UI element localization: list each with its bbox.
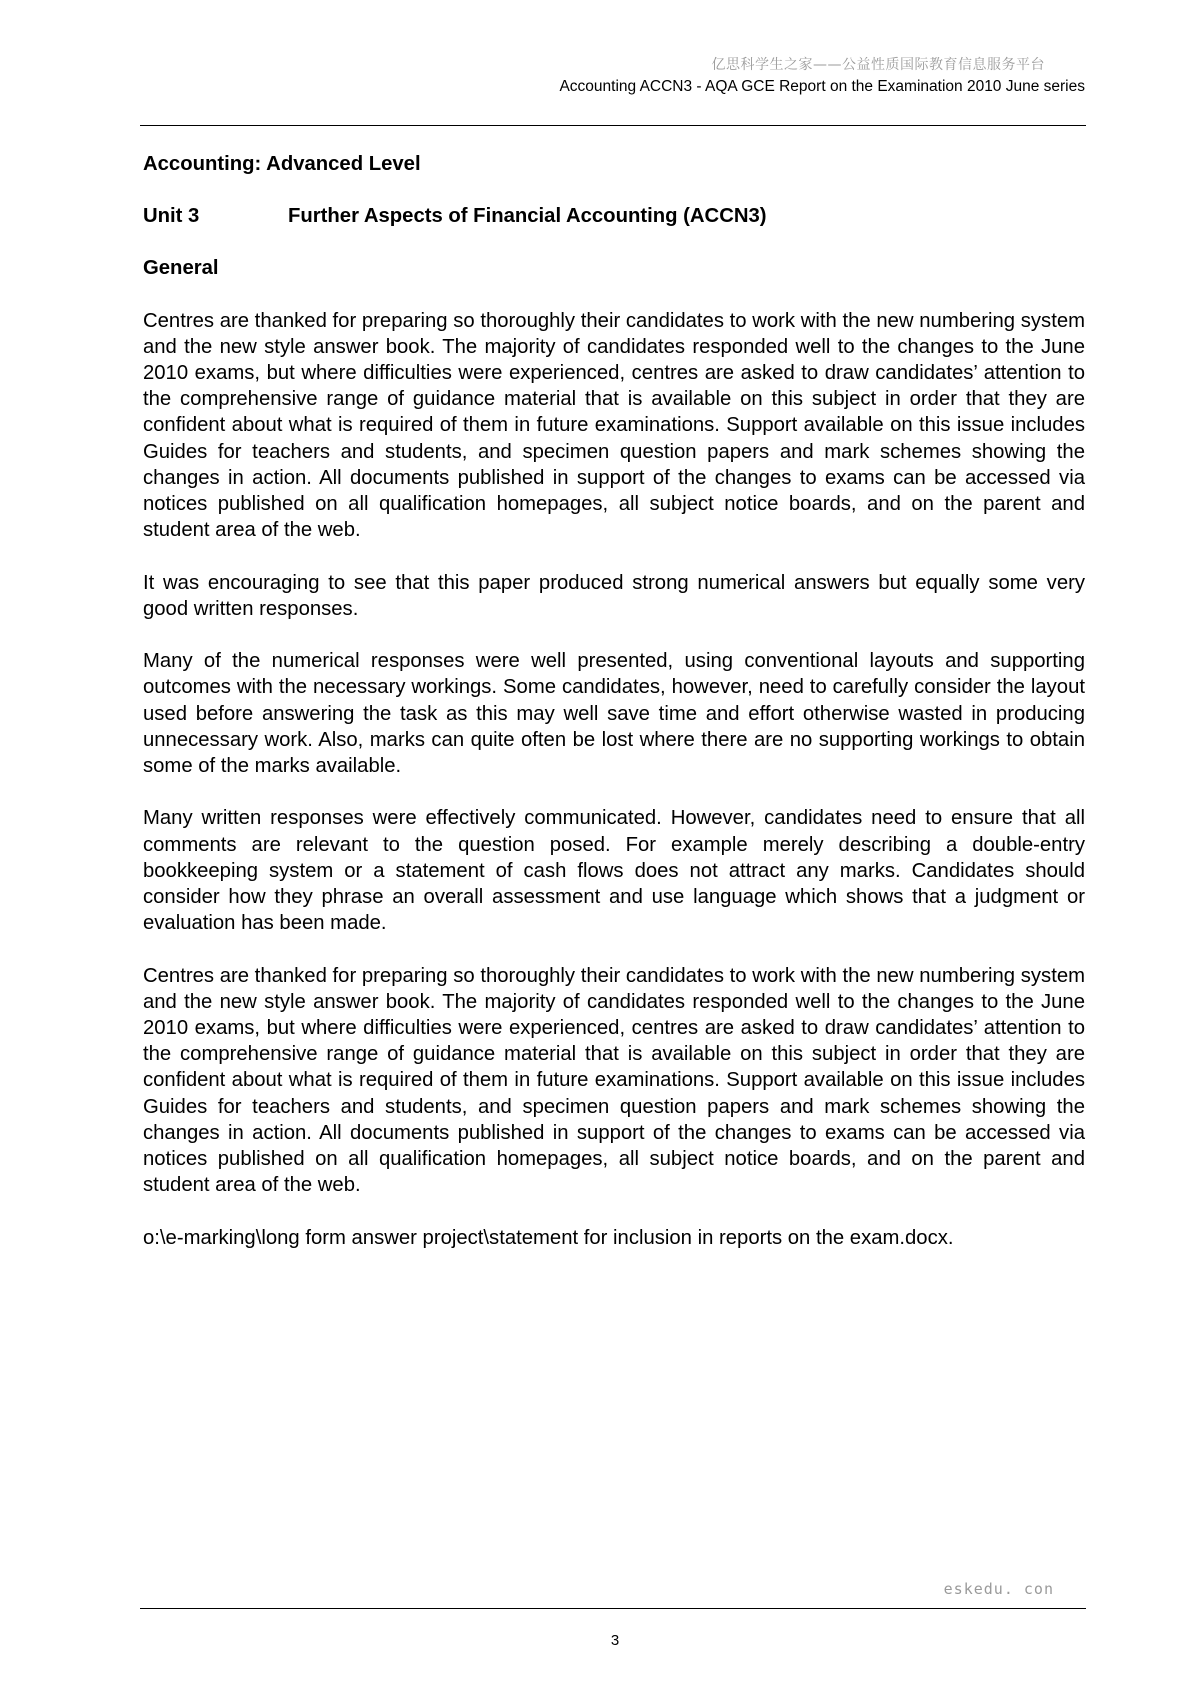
watermark-footer-site: eskedu. con	[943, 1580, 1054, 1598]
paragraph-centres-thanked: Centres are thanked for preparing so thoroughly their candidates to work with the new numbering system and the new style answer book. The majority of candidates responded well to the changes to the June 2010 exams, but where difficulties were experienced, centres are asked to draw candidates’ attention to the comprehensive range of guidance material that is available on this subject in order that they are confident about what is required of them in future examinations. Support available on this issue includes Guides for teachers and students, and specimen question papers and mark schemes showing the changes in action. All documents published in support of the changes to exams can be accessed via notices published on all qualification homepages, all subject notice boards, and on the parent and student area of the web.	[143, 309, 1085, 542]
footer-divider	[140, 1608, 1086, 1609]
watermark-header-cn: 亿思科学生之家——公益性质国际教育信息服务平台	[711, 57, 1045, 73]
level-heading: Accounting: Advanced Level	[143, 153, 421, 175]
unit-heading	[143, 203, 1085, 229]
unit-number: Unit 3	[143, 205, 200, 228]
document-body	[143, 151, 1085, 1251]
paragraph-centres-thanked-repeat: Centres are thanked for preparing so thoroughly their candidates to work with the new numbering system and the new style answer book. The majority of candidates responded well to the changes to the June 2010 exams, but where difficulties were experienced, centres are asked to draw candidates’ attention to the comprehensive range of guidance material that is available on this subject in order that they are confident about what is required of them in future examinations. Support available on this issue includes Guides for teachers and students, and specimen question papers and mark schemes showing the changes in action. All documents published in support of the changes to exams can be accessed via notices published on all qualification homepages, all subject notice boards, and on the parent and student area of the web.	[143, 964, 1085, 1197]
running-header-title: Accounting ACCN3 - AQA GCE Report on the Examination 2010 June series	[559, 78, 1085, 95]
paragraph-written-responses: Many written responses were effectively communicated. However, candidates need to ensure that all comments are relevant to the question posed. For example merely describing a double-entry bookkeeping system or a statement of cash flows does not attract any marks. Candidates should consider how they phrase an overall assessment and use language which shows that a judgment or evaluation has been made.	[143, 807, 1085, 935]
paragraph-numerical-responses: Many of the numerical responses were well presented, using conventional layouts and supporting outcomes with the necessary workings. Some candidates, however, need to carefully consider the layout used before answering the task as this may well save time and effort otherwise wasted in producing unnecessary work. Also, marks can quite often be lost where there are no supporting workings to obtain some of the marks available.	[143, 650, 1085, 778]
section-heading-general: General	[143, 257, 219, 280]
header-divider	[140, 125, 1086, 126]
unit-title: Further Aspects of Financial Accounting (ACCN3)	[288, 205, 767, 228]
paragraph-encouraging: It was encouraging to see that this paper produced strong numerical answers but equally some very good written responses.	[143, 571, 1085, 620]
page-number: 3	[610, 1632, 620, 1649]
file-path-reference: o:\e-marking\long form answer project\statement for inclusion in reports on the exam.docx.	[143, 1226, 954, 1249]
